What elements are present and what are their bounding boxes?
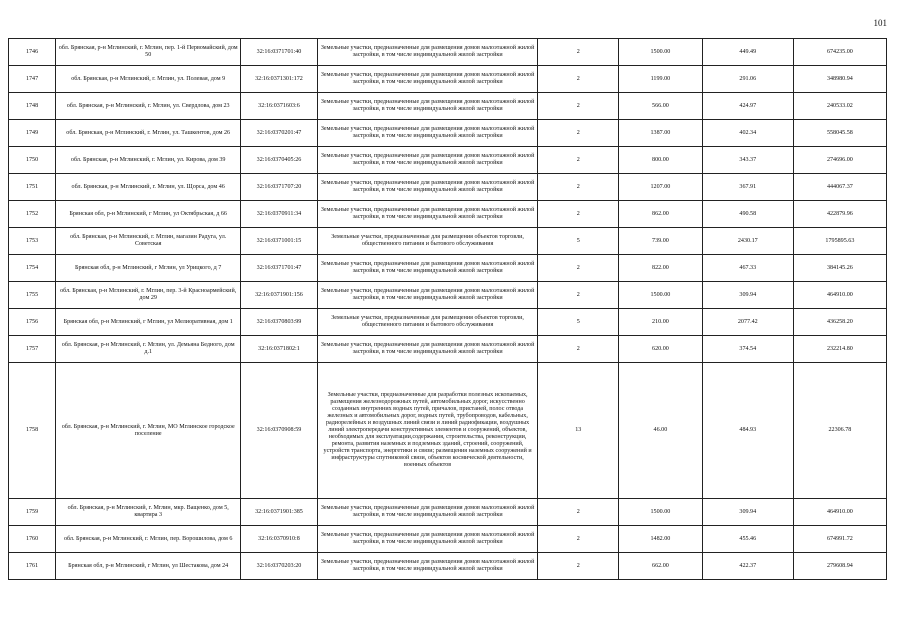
- category-cell: 2: [538, 282, 619, 309]
- specific-value-cell: 467.33: [702, 255, 793, 282]
- cadastral-number-cell: 32:16:0370908:59: [241, 363, 317, 499]
- category-cell: 2: [538, 66, 619, 93]
- table-row: [9, 255, 887, 282]
- land-use-cell: Земельные участки, предназначенные для размещения домов малоэтажной жилой застройки, в том числе индивидуальной жилой застройки: [317, 147, 538, 174]
- cadastral-value-cell: 674235.00: [793, 39, 886, 66]
- land-use-cell: Земельные участки, предназначенные для размещения домов малоэтажной жилой застройки, в том числе индивидуальной жилой застройки: [317, 201, 538, 228]
- cadastral-value-cell: 422879.96: [793, 201, 886, 228]
- category-cell: 2: [538, 93, 619, 120]
- row-number: 1754: [9, 255, 56, 282]
- area-cell: 1387.00: [619, 120, 703, 147]
- area-cell: 46.00: [619, 363, 703, 499]
- address-cell: обл. Брянская, р-н Мглинский, г. Мглин, мкр. Ващенко, дом 5, квартира 3: [56, 499, 241, 526]
- table-row: [9, 201, 887, 228]
- specific-value-cell: 490.58: [702, 201, 793, 228]
- cadastral-number-cell: 32:16:0371701:47: [241, 255, 317, 282]
- cadastral-number-cell: 32:16:0371001:15: [241, 228, 317, 255]
- area-cell: 662.00: [619, 553, 703, 580]
- category-cell: 2: [538, 201, 619, 228]
- specific-value-cell: 422.37: [702, 553, 793, 580]
- cadastral-number-cell: 32:16:0371301:172: [241, 66, 317, 93]
- area-cell: 822.00: [619, 255, 703, 282]
- specific-value-cell: 291.06: [702, 66, 793, 93]
- specific-value-cell: 309.94: [702, 499, 793, 526]
- specific-value-cell: 309.94: [702, 282, 793, 309]
- specific-value-cell: 455.46: [702, 526, 793, 553]
- cadastral-value-cell: 444067.37: [793, 174, 886, 201]
- category-cell: 2: [538, 499, 619, 526]
- land-use-cell: Земельные участки, предназначенные для размещения домов малоэтажной жилой застройки, в том числе индивидуальной жилой застройки: [317, 174, 538, 201]
- address-cell: Брянская обл, р-н Мглинский, г Мглин, ул Мелиоративная, дом 1: [56, 309, 241, 336]
- cadastral-number-cell: 32:16:0371901:385: [241, 499, 317, 526]
- category-cell: 2: [538, 553, 619, 580]
- address-cell: Брянская обл, р-н Мглинский, г Мглин, ул Шестакова, дом 24: [56, 553, 241, 580]
- table-row: [9, 66, 887, 93]
- specific-value-cell: 402.34: [702, 120, 793, 147]
- land-use-cell: Земельные участки, предназначенные для размещения домов малоэтажной жилой застройки, в том числе индивидуальной жилой застройки: [317, 120, 538, 147]
- cadastral-value-cell: 1795895.63: [793, 228, 886, 255]
- address-cell: обл. Брянская, р-н Мглинский, г. Мглин, пер. 3-й Красноармейский, дом 29: [56, 282, 241, 309]
- address-cell: обл. Брянская, р-н Мглинский, г. Мглин, ул. Ташкентов, дом 26: [56, 120, 241, 147]
- row-number: 1760: [9, 526, 56, 553]
- category-cell: 2: [538, 120, 619, 147]
- land-use-cell: Земельные участки, предназначенные для размещения домов малоэтажной жилой застройки, в том числе индивидуальной жилой застройки: [317, 39, 538, 66]
- cadastral-value-cell: 279608.94: [793, 553, 886, 580]
- land-use-cell: Земельные участки, предназначенные для размещения домов малоэтажной жилой застройки, в том числе индивидуальной жилой застройки: [317, 553, 538, 580]
- cadastral-value-cell: 348980.94: [793, 66, 886, 93]
- area-cell: 566.00: [619, 93, 703, 120]
- row-number: 1748: [9, 93, 56, 120]
- cadastral-number-cell: 32:16:0370803:99: [241, 309, 317, 336]
- row-number: 1752: [9, 201, 56, 228]
- land-use-cell: Земельные участки, предназначенные для размещения домов малоэтажной жилой застройки, в том числе индивидуальной жилой застройки: [317, 255, 538, 282]
- specific-value-cell: 424.97: [702, 93, 793, 120]
- cadastral-number-cell: 32:16:0370405:26: [241, 147, 317, 174]
- table-row: [9, 363, 887, 499]
- area-cell: 1199.00: [619, 66, 703, 93]
- cadastral-value-cell: 240533.02: [793, 93, 886, 120]
- row-number: 1753: [9, 228, 56, 255]
- address-cell: обл. Брянская, р-н Мглинский, г. Мглин, магазин Радуга, ул. Советская: [56, 228, 241, 255]
- specific-value-cell: 374.54: [702, 336, 793, 363]
- category-cell: 2: [538, 39, 619, 66]
- area-cell: 739.00: [619, 228, 703, 255]
- land-use-cell: Земельные участки, предназначенные для размещения домов малоэтажной жилой застройки, в том числе индивидуальной жилой застройки: [317, 66, 538, 93]
- specific-value-cell: 367.91: [702, 174, 793, 201]
- table-row: [9, 282, 887, 309]
- land-use-cell: Земельные участки, предназначенные для размещения домов малоэтажной жилой застройки, в том числе индивидуальной жилой застройки: [317, 336, 538, 363]
- cadastral-value-cell: 436258.20: [793, 309, 886, 336]
- cadastral-value-cell: 674991.72: [793, 526, 886, 553]
- cadastral-value-cell: 232214.80: [793, 336, 886, 363]
- address-cell: обл. Брянская, р-н Мглинский, г. Мглин, ул. Полевая, дом 9: [56, 66, 241, 93]
- address-cell: обл. Брянская, р-н Мглинский, г. Мглин, ул. Кирова, дом 39: [56, 147, 241, 174]
- table-row: [9, 499, 887, 526]
- address-cell: обл. Брянская, р-н Мглинский, г. Мглин, МО Мглинское городское поселение: [56, 363, 241, 499]
- cadastral-number-cell: 32:16:0370910:8: [241, 526, 317, 553]
- category-cell: 2: [538, 526, 619, 553]
- address-cell: Брянская обл, р-н Мглинский, г Мглин, ул Октябрьская, д 66: [56, 201, 241, 228]
- table-row: [9, 336, 887, 363]
- cadastral-value-cell: 464910.00: [793, 282, 886, 309]
- row-number: 1746: [9, 39, 56, 66]
- cadastral-value-cell: 274696.00: [793, 147, 886, 174]
- row-number: 1761: [9, 553, 56, 580]
- table-row: [9, 228, 887, 255]
- category-cell: 2: [538, 174, 619, 201]
- land-use-cell: Земельные участки, предназначенные для размещения объектов торговли, общественного питания и бытового обслуживания: [317, 228, 538, 255]
- table-row: [9, 174, 887, 201]
- table-row: [9, 39, 887, 66]
- table-row: [9, 309, 887, 336]
- area-cell: 800.00: [619, 147, 703, 174]
- cadastral-number-cell: 32:16:0371802:1: [241, 336, 317, 363]
- row-number: 1749: [9, 120, 56, 147]
- row-number: 1747: [9, 66, 56, 93]
- address-cell: обл. Брянская, р-н Мглинский, г. Мглин, ул. Щорса, дом 46: [56, 174, 241, 201]
- cadastral-number-cell: 32:16:0370203:20: [241, 553, 317, 580]
- area-cell: 210.00: [619, 309, 703, 336]
- specific-value-cell: 484.93: [702, 363, 793, 499]
- cadastral-value-cell: 464910.00: [793, 499, 886, 526]
- area-cell: 862.00: [619, 201, 703, 228]
- specific-value-cell: 343.37: [702, 147, 793, 174]
- cadastral-number-cell: 32:16:0371701:40: [241, 39, 317, 66]
- category-cell: 2: [538, 147, 619, 174]
- row-number: 1757: [9, 336, 56, 363]
- area-cell: 1500.00: [619, 499, 703, 526]
- category-cell: 2: [538, 336, 619, 363]
- cadastral-value-cell: 22306.78: [793, 363, 886, 499]
- address-cell: Брянская обл, р-н Мглинский, г Мглин, ул Урицкого, д 7: [56, 255, 241, 282]
- row-number: 1756: [9, 309, 56, 336]
- row-number: 1751: [9, 174, 56, 201]
- page-number: 101: [873, 18, 887, 28]
- table-row: [9, 553, 887, 580]
- cadastral-number-cell: 32:16:0371603:6: [241, 93, 317, 120]
- address-cell: обл. Брянская, р-н Мглинский, г. Мглин, ул. Демьяна Бедного, дом д.1: [56, 336, 241, 363]
- address-cell: обл. Брянская, р-н Мглинский, г. Мглин, пер. Ворошилова, дом 6: [56, 526, 241, 553]
- category-cell: 5: [538, 309, 619, 336]
- cadastral-number-cell: 32:16:0371707:20: [241, 174, 317, 201]
- cadastral-value-cell: 384145.26: [793, 255, 886, 282]
- address-cell: обл. Брянская, р-н Мглинский, г. Мглин, пер. 1-й Первомайский, дом 50: [56, 39, 241, 66]
- specific-value-cell: 2430.17: [702, 228, 793, 255]
- row-number: 1755: [9, 282, 56, 309]
- row-number: 1759: [9, 499, 56, 526]
- land-use-cell: Земельные участки, предназначенные для разработки полезных ископаемых, размещения железнодорожных путей, автомобильных дорог, искусственно созданных внутренних водных путей, причалов, пристаней, полос отвода железных и автомобильных дорог, водных путей, трубопроводов, кабельных, радиорелейных и воздушных линий связи и линий радиофикации, воздушных линий электропередачи конструктивных элементов и сооружений, объектов, необходимых для эксплуатации,содержания, строительства, реконструкции, ремонта, развития наземных и подземных зданий, строений, сооружений, устройств транспорта, энергетики и связи; размещения наземных сооружений и инфраструктуры спутниковой связи, объектов космической деятельности, военных объектов: [317, 363, 538, 499]
- table-row: [9, 120, 887, 147]
- table-row: [9, 147, 887, 174]
- category-cell: 2: [538, 255, 619, 282]
- land-use-cell: Земельные участки, предназначенные для размещения домов малоэтажной жилой застройки, в том числе индивидуальной жилой застройки: [317, 526, 538, 553]
- land-use-cell: Земельные участки, предназначенные для размещения домов малоэтажной жилой застройки, в том числе индивидуальной жилой застройки: [317, 93, 538, 120]
- area-cell: 1500.00: [619, 282, 703, 309]
- table-row: [9, 526, 887, 553]
- cadastral-value-cell: 558045.58: [793, 120, 886, 147]
- cadastral-number-cell: 32:16:0371901:156: [241, 282, 317, 309]
- specific-value-cell: 2077.42: [702, 309, 793, 336]
- area-cell: 1207.00: [619, 174, 703, 201]
- category-cell: 13: [538, 363, 619, 499]
- specific-value-cell: 449.49: [702, 39, 793, 66]
- area-cell: 1500.00: [619, 39, 703, 66]
- address-cell: обл. Брянская, р-н Мглинский, г. Мглин, ул. Свердлова, дом 23: [56, 93, 241, 120]
- area-cell: 1482.00: [619, 526, 703, 553]
- land-registry-table: [8, 38, 887, 580]
- category-cell: 5: [538, 228, 619, 255]
- table-row: [9, 93, 887, 120]
- cadastral-number-cell: 32:16:0370911:34: [241, 201, 317, 228]
- row-number: 1750: [9, 147, 56, 174]
- cadastral-number-cell: 32:16:0370201:47: [241, 120, 317, 147]
- row-number: 1758: [9, 363, 56, 499]
- land-use-cell: Земельные участки, предназначенные для размещения домов малоэтажной жилой застройки, в том числе индивидуальной жилой застройки: [317, 282, 538, 309]
- land-use-cell: Земельные участки, предназначенные для размещения объектов торговли, общественного питания и бытового обслуживания: [317, 309, 538, 336]
- area-cell: 620.00: [619, 336, 703, 363]
- land-use-cell: Земельные участки, предназначенные для размещения домов малоэтажной жилой застройки, в том числе индивидуальной жилой застройки: [317, 499, 538, 526]
